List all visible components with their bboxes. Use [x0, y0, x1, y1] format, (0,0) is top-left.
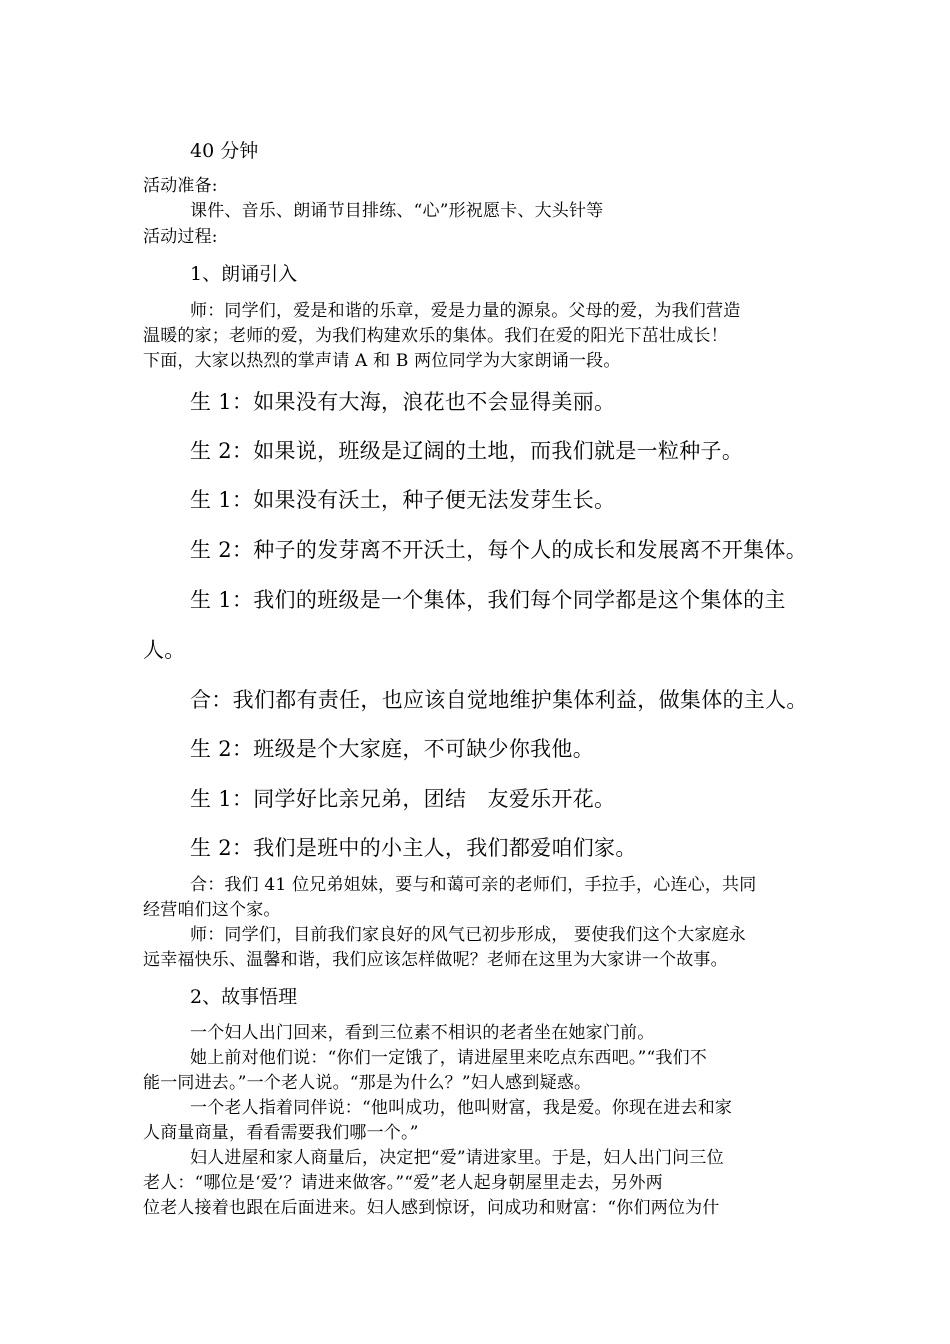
- recitation-line: 生 2：班级是个大家庭，不可缺少你我他。: [190, 737, 595, 761]
- recitation-line: 生 2：我们是班中的小主人，我们都爱咱们家。: [190, 836, 637, 860]
- recitation-line: 生 2：如果说，班级是辽阔的土地，而我们就是一粒种子。: [190, 439, 744, 463]
- story-line: 能一同进去。”一个老人说。“那是为什么？”妇人感到疑惑。: [143, 1073, 592, 1093]
- teacher-para-line: 师：同学们，目前我们家良好的风气已初步形成， 要使我们这个大家庭永: [190, 925, 747, 945]
- story-line: 老人：“哪位是‘爱’？请进来做客。”“爱”老人起身朝屋里走去，另外两: [143, 1173, 663, 1193]
- story-line: 位老人接着也跟在后面进来。妇人感到惊讶，问成功和财富：“你们两位为什: [143, 1198, 720, 1218]
- story-line: 一个妇人出门回来，看到三位素不相识的老者坐在她家门前。: [190, 1023, 655, 1043]
- process-heading: 活动过程:: [143, 227, 218, 247]
- teacher-intro-line: 下面，大家以热烈的掌声请 A 和 B 两位同学为大家朗诵一段。: [143, 351, 621, 371]
- recitation-line: 生 1：我们的班级是一个集体，我们每个同学都是这个集体的主: [190, 588, 786, 612]
- story-line: 一个老人指着同伴说：“他叫成功，他叫财富，我是爱。你现在进去和家: [190, 1098, 733, 1118]
- story-line: 人商量商量，看看需要我们哪一个。”: [143, 1123, 419, 1143]
- prep-heading: 活动准备:: [143, 176, 218, 196]
- chorus-line: 合：我们 41 位兄弟姐妹，要与和蔼可亲的老师们，手拉手，心连心，共同: [190, 875, 757, 895]
- story-line: 她上前对他们说：“你们一定饿了，请进屋里来吃点东西吧。”“我们不: [190, 1048, 707, 1068]
- recitation-line: 生 2：种子的发芽离不开沃土，每个人的成长和发展离不开集体。: [190, 538, 808, 562]
- chorus-line: 经营咱们这个家。: [143, 900, 281, 920]
- section1-title: 1、朗诵引入: [190, 263, 298, 285]
- recitation-line: 合：我们都有责任，也应该自觉地维护集体利益，做集体的主人。: [190, 688, 808, 712]
- teacher-para-line: 远幸福快乐、温馨和谐，我们应该怎样做呢？老师在这里为大家讲一个故事。: [143, 950, 728, 970]
- recitation-line: 生 1：如果没有大海，浪花也不会显得美丽。: [190, 390, 616, 414]
- prep-items: 课件、音乐、朗诵节目排练、“心”形祝愿卡、大头针等: [190, 201, 604, 221]
- recitation-line: 生 1：如果没有沃土，种子便无法发芽生长。: [190, 488, 616, 512]
- recitation-line: 人。: [143, 638, 186, 662]
- duration-text: 40 分钟: [190, 140, 259, 162]
- section2-title: 2、故事悟理: [190, 986, 298, 1008]
- story-line: 妇人进屋和家人商量后，决定把“爱”请进家里。于是，妇人出门问三位: [190, 1148, 724, 1168]
- recitation-line: 生 1：同学好比亲兄弟，团结 友爱乐开花。: [190, 787, 616, 811]
- teacher-intro-line: 温暖的家；老师的爱，为我们构建欢乐的集体。我们在爱的阳光下茁壮成长！: [143, 326, 728, 346]
- teacher-intro-line: 师：同学们，爱是和谐的乐章，爱是力量的源泉。父母的爱，为我们营造: [190, 301, 741, 321]
